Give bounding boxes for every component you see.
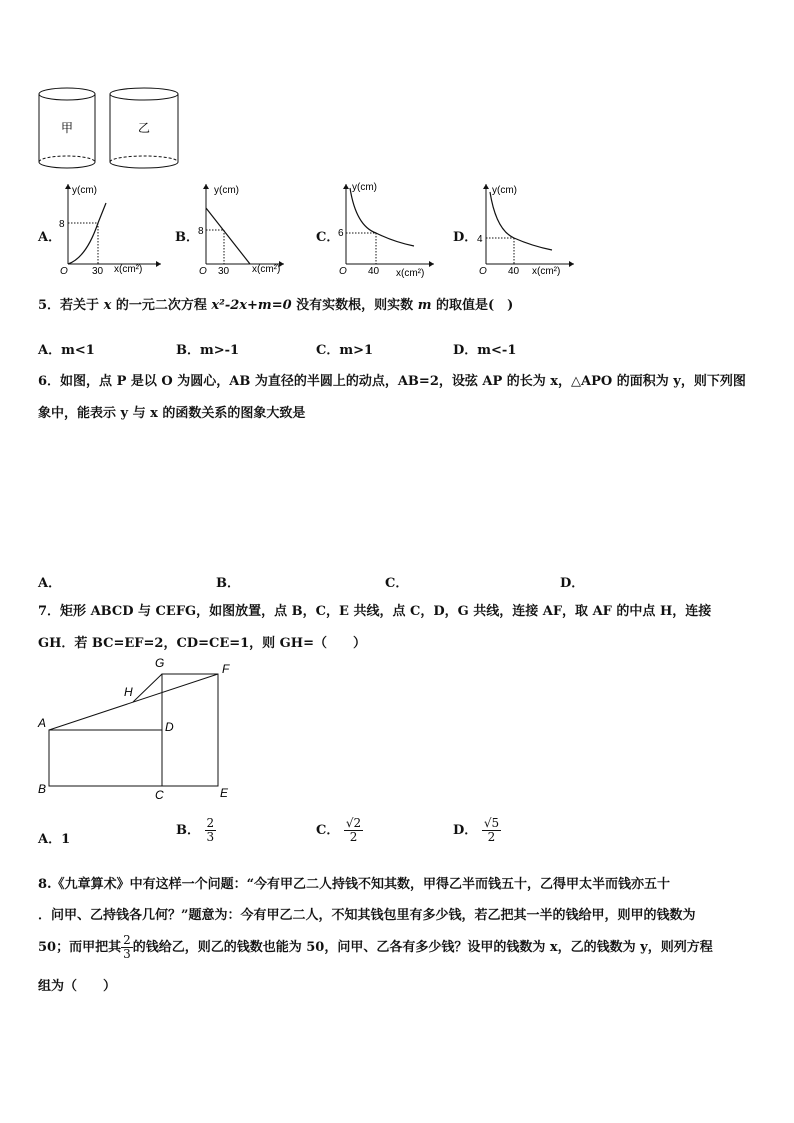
q6-stem-line1: 6．如图，点 P 是以 O 为圆心，AB 为直径的半圆上的动点，AB=2，设弦 AP 的长为 x，△APO 的面积为 y，则下列图: [38, 374, 746, 389]
q4-c-origin: O: [339, 266, 347, 277]
q4-d-x-tick: 40: [508, 266, 520, 277]
q7-label-b: B: [38, 782, 47, 796]
q4-d-origin: O: [479, 266, 487, 277]
q7-option-a-value: 1: [61, 832, 71, 847]
q7-label-e: E: [220, 786, 229, 800]
q7-label-f: F: [222, 662, 230, 676]
q4-graph-b: [194, 178, 304, 274]
q4-b-y-axis: y(cm): [214, 185, 239, 196]
q4-d-y-tick: 4: [477, 234, 483, 245]
q7-option-c-fraction: $\frac{√2}{2}$: [345, 816, 362, 844]
q4-c-x-axis: x(cm²): [396, 268, 425, 278]
q7-option-a: A．1: [38, 832, 71, 847]
q4-a-y-axis: y(cm): [72, 185, 97, 196]
q7-label-c: C: [155, 788, 164, 802]
q5-stem-c: 没有实数根，则实数: [291, 298, 418, 313]
q4-d-y-axis: y(cm): [492, 185, 517, 196]
q4-b-y-tick: 8: [198, 226, 204, 237]
q7-label-d: D: [165, 720, 174, 734]
q4-graph-c: [334, 178, 444, 278]
q4-a-x-tick: 30: [92, 266, 104, 274]
q5-stem-a: 5．若关于: [38, 298, 104, 313]
q4-d-x-axis: x(cm²): [532, 266, 561, 277]
q5-var-x: x: [103, 298, 112, 313]
q5-stem-d: 的取值是( ): [431, 298, 514, 313]
q4-graph-d: [474, 178, 584, 278]
q5-equation: x²-2x+m=0: [211, 298, 292, 313]
q4-c-y-tick: 6: [338, 228, 344, 239]
q5-stem-b: 的一元二次方程: [111, 298, 212, 313]
cylinders-figure: [34, 84, 184, 174]
q5-var-m: m: [417, 298, 432, 313]
q5-option-b: B．m>-1: [176, 343, 240, 358]
q7-option-b-fraction: $\frac{2}{3}$: [206, 816, 215, 844]
q7-label-g: G: [155, 656, 165, 670]
q4-option-c-label: C．: [316, 230, 340, 245]
q7-option-b: B． $\frac{2}{3}$: [176, 816, 215, 844]
cylinder-jia-label: 甲: [60, 121, 74, 135]
q7-option-d-fraction: $\frac{√5}{2}$: [483, 816, 500, 844]
q7-stem-line2: GH．若 BC=EF=2，CD=CE=1，则 GH=（ ）: [38, 636, 366, 651]
cylinder-yi-label: 乙: [137, 121, 151, 135]
q5-option-a: A．m<1: [38, 343, 95, 358]
q6-option-a: A．: [38, 576, 62, 591]
q5-stem: [38, 296, 513, 316]
q4-a-y-tick: 8: [59, 219, 65, 230]
q8-line3-a: 50；而甲把其: [38, 940, 122, 955]
q4-b-x-tick: 30: [218, 266, 230, 274]
q4-a-origin: O: [60, 266, 68, 274]
q6-option-c: C．: [385, 576, 409, 591]
q8-stem-line2: ．问甲、乙持钱各几何？”题意为：今有甲乙二人，不知其钱包里有多少钱，若乙把其一半的钱给甲，则甲的钱数为: [38, 908, 696, 923]
q6-stem-line2: 象中，能表示 y 与 x 的函数关系的图象大致是: [38, 406, 306, 421]
q4-option-a-label: A．: [38, 230, 62, 245]
q4-b-x-axis: x(cm²): [252, 264, 281, 274]
q8-fraction: $\frac{2}{3}$: [123, 933, 131, 961]
cylinder-yi: [110, 88, 178, 168]
q8-stem-line3: [38, 934, 713, 962]
cylinder-jia: [39, 88, 95, 168]
q7-figure: [34, 654, 244, 802]
q8-line3-b: 的钱给乙，则乙的钱数也能为 50，问甲、乙各有多少钱？设甲的钱数为 x，乙的钱数为 y，则列方程: [132, 940, 713, 955]
q5-option-c: C．m>1: [316, 343, 374, 358]
q7-label-a: A: [38, 716, 47, 730]
q4-b-origin: O: [199, 266, 207, 274]
q8-stem-line1: 8.《九章算术》中有这样一个问题：“今有甲乙二人持钱不知其数，甲得乙半而钱五十，乙得甲太半而钱亦五十: [38, 877, 671, 892]
q6-option-b: B．: [216, 576, 240, 591]
q7-label-h: H: [124, 685, 133, 699]
q7-option-c: C． $\frac{√2}{2}$: [316, 816, 362, 844]
q7-option-d: D． $\frac{√5}{2}$: [453, 816, 500, 844]
q4-option-b-label: B．: [175, 230, 199, 245]
q4-c-y-axis: y(cm): [352, 182, 377, 193]
q6-option-d: D．: [560, 576, 585, 591]
q7-stem-line1: 7．矩形 ABCD 与 CEFG，如图放置，点 B，C，E 共线，点 C，D，G 共线，连接 AF，取 AF 的中点 H，连接: [38, 604, 712, 619]
q4-option-d-label: D．: [453, 230, 478, 245]
q4-c-x-tick: 40: [368, 266, 380, 277]
q8-stem-line4: 组为（ ）: [38, 979, 117, 994]
q5-option-d: D．m<-1: [453, 343, 517, 358]
q4-a-x-axis: x(cm²): [114, 264, 143, 274]
q4-graph-a: [56, 178, 166, 274]
